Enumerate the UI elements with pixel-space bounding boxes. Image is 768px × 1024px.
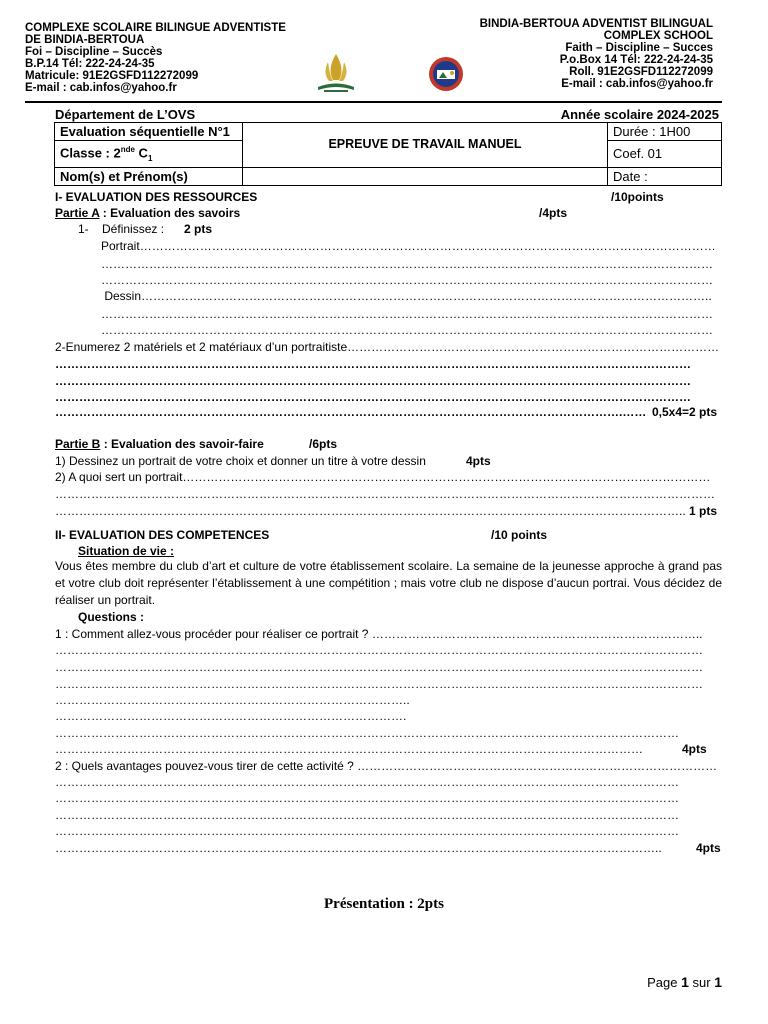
answer-line[interactable]: ……………………………………………………………………………………………………………………………………………… [55,643,703,657]
school-header-fr [25,22,325,94]
partie-b-heading: Partie B : Evaluation des savoir-faire [55,437,264,451]
section-1-points: /10points [611,190,664,204]
section-2-title: II- EVALUATION DES COMPETENCES [55,528,270,542]
header-fr-line: E-mail : cab.infos@yahoo.fr [25,82,177,94]
answer-line[interactable]: …………………………………………………………………………………………………………………………………………… [55,374,691,388]
coef-cell: Coef. 01 [608,141,722,168]
header-en-line: Roll. 91E2GSFD112272099 [569,66,713,78]
header-fr-line: Foi – Discipline – Succès [25,46,163,58]
date-cell: Date : [608,167,722,185]
answer-line[interactable]: ………………………………………………………………………………………………………………………………………….. [55,504,686,518]
portrait-answer-line[interactable]: Portrait……………………………………………………………………………………………………………………………… [101,239,716,253]
department-label: Département de L’OVS [55,107,196,122]
answer-line[interactable]: ……………………………………………………………………………………………………………………………………… [101,323,713,337]
answer-line[interactable]: …………………………………………………………………………….. [55,693,410,707]
question-b1: 1) Dessinez un portrait de votre choix et donner un titre à votre dessin [55,454,426,468]
questions-heading: Questions : [78,610,145,624]
partie-a-heading: Partie A : Evaluation des savoirs [55,206,241,220]
header-en-line: E-mail : cab.infos@yahoo.fr [561,78,713,90]
answer-line[interactable]: ……………………………………………………………………………………………………………………………………………… [55,660,703,674]
header-en-line: Faith – Discipline – Succes [565,42,713,54]
question-b2: 2) A quoi sert un portrait…………………………………………………………………………………………………………………… [55,470,711,484]
answer-line[interactable]: …………………………………………………………………………………………………………………………………….. [55,841,662,855]
dessin-answer-line[interactable]: Dessin…………………………………………………………………………………………………………………………….. [104,289,712,303]
question-b1-points: 4pts [466,454,491,468]
answer-line[interactable]: ……………………………………………………………………………………………………………………………………………… [55,677,703,691]
evaluation-cell: Evaluation séquentielle N°1 [55,123,243,141]
section-2-points: /10 points [491,528,548,542]
partie-b-points: /6pts [309,437,338,451]
exam-info-table [54,122,722,186]
header-fr-line: COMPLEXE SCOLAIRE BILINGUE ADVENTISTE [25,22,286,34]
question-2: 2-Enumerez 2 matériels et 2 matériaux d’un portraitiste………………………………………………………………………………… [55,340,720,354]
competence-question-2: 2 : Quels avantages pouvez-vous tirer de cette activité ? ……………………………………………………………………………… [55,759,718,773]
answer-line[interactable]: …………………………………………………………………………………………………………………………….…… [55,405,647,419]
adventist-logo-icon [314,50,358,94]
answer-line[interactable]: …………………………………………………………………………………………………………………………………………… [55,390,691,404]
answer-line[interactable]: ………………………………………………………………………………………………………………………………………… [55,808,679,822]
header-en-line: P.o.Box 14 Tél: 222-24-24-35 [559,54,713,66]
duration-cell: Durée : 1H00 [608,123,722,141]
competence-question-1: 1 : Comment allez-vous procéder pour réaliser ce portrait ? ……………………………………………………………………….. [55,627,703,641]
school-header-en [433,18,713,90]
answer-line[interactable]: ……………………………………………………………………………………………………………………………………… [101,307,713,321]
answer-line[interactable]: ……………………………………………………………………………. [55,709,407,723]
presentation-points: Présentation : 2pts [324,896,444,912]
situation-heading: Situation de vie : [78,544,175,558]
header-fr-line: Matricule: 91E2GSFD112272099 [25,70,199,82]
name-label-cell: Nom(s) et Prénom(s) [55,167,243,185]
answer-line[interactable]: ………………………………………………………………………………………………………………………………………… [55,791,679,805]
question-b2-points: 1 pts [689,504,718,518]
page-number: Page 1 sur 1 [647,974,722,990]
school-year: Année scolaire 2024-2025 [560,107,719,122]
section-1-title: I- EVALUATION DES RESSOURCES [55,190,258,204]
answer-line[interactable]: ……………………………………………………………………………………………………………………………………… [101,273,713,287]
header-divider [25,101,722,103]
header-fr-line: DE BINDIA-BERTOUA [25,34,145,46]
header-fr-line: B.P.14 Tél: 222-24-24-35 [25,58,155,70]
question-2-points: 0,5x4=2 pts [652,405,718,419]
answer-line[interactable]: ………………………………………………………………………………………………………………………………………………… [55,487,715,501]
situation-text: Vous êtes membre du club d’art et culture de votre établissement scolaire. La semaine de la jeunesse approche à grand pas et votre club doit représenter l’établissement à une compétition ; mais votre club ne dispose d’aucun portrai. Vous décidez de réaliser un portrait. [55,559,722,607]
header-en-line: COMPLEX SCHOOL [603,30,713,42]
competence-question-2-points: 4pts [696,841,721,855]
name-input-cell[interactable] [243,167,608,185]
answer-line[interactable]: ……………………………………………………………………………………………………………………………………… [101,257,713,271]
exam-title: EPREUVE DE TRAVAIL MANUEL [243,123,608,168]
question-1: 1- Définissez : [78,222,165,236]
answer-line[interactable]: ………………………………………………………………………………………………………………………………………… [55,775,679,789]
class-cell: Classe : 2nde $C_1$ [55,141,243,168]
partie-a-points: /4pts [539,206,568,220]
answer-line[interactable]: ………………………………………………………………………………………………………………………………………… [55,726,679,740]
question-1-points: 2 pts [184,222,213,236]
header-en-line: BINDIA-BERTOUA ADVENTIST BILINGUAL [479,18,713,30]
answer-line[interactable]: ………………………………………………………………………………………………………………………………………… [55,824,679,838]
competence-question-1-points: 4pts [682,742,707,756]
answer-line[interactable]: …………………………………………………………………………………………………………………………………………… [55,357,691,371]
answer-line[interactable]: ………………………………………………………………………………………………………………………………… [55,742,643,756]
